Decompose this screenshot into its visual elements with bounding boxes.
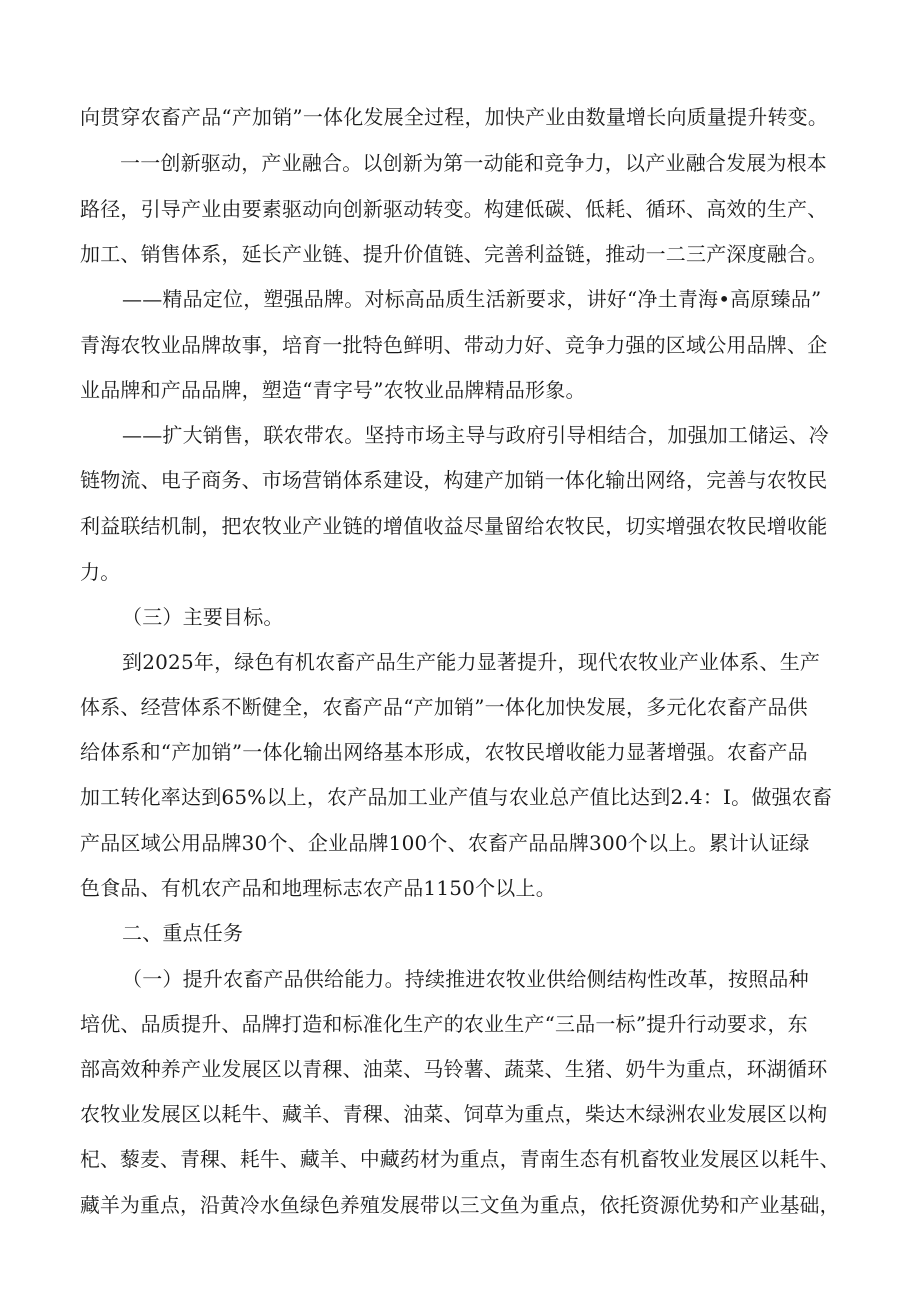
- text-line: 到2025年，绿色有机农畜产品生产能力显著提升，现代农牧业产业体系、生产: [122, 650, 821, 674]
- text-line: 部高效种养产业发展区以青稞、油菜、马铃薯、蔬菜、生猪、奶牛为重点，环湖循环: [80, 1057, 828, 1081]
- text-line: 力。: [80, 560, 121, 584]
- text-line: ——扩大销售，联农带农。坚持市场主导与政府引导相结合，加强加工储运、冷: [122, 423, 829, 447]
- text-line: ——精品定位，塑强品牌。对标高品质生活新要求，讲好“净土青海•高原臻品”: [122, 287, 822, 311]
- text-line: 色食品、有机农产品和地理标志农产品1150个以上。: [80, 876, 556, 900]
- text-line: 业品牌和产品品牌，塑造“青字号”农牧业品牌精品形象。: [80, 378, 586, 402]
- text-line: 给体系和“产加销”一体化输出网络基本形成，农牧民增收能力显著增强。农畜产品: [80, 740, 808, 764]
- text-line: 利益联结机制，把农牧业产业链的增值收益尽量留给农牧民，切实增强农牧民增收能: [80, 514, 828, 538]
- section-heading: （三）主要目标。: [122, 605, 284, 629]
- text-line: 加工转化率达到65%以上，农产品加工业产值与农业总产值比达到2.4：I。做强农畜: [80, 785, 833, 809]
- text-line: 体系、经营体系不断健全，农畜产品“产加销”一体化加快发展，多元化农畜产品供: [80, 695, 808, 719]
- text-line: 青海农牧业品牌故事，培育一批特色鲜明、带动力好、竞争力强的区域公用品牌、企: [80, 333, 828, 357]
- text-line: 一一创新驱动，产业融合。以创新为第一动能和竞争力，以产业融合发展为根本: [120, 151, 827, 175]
- text-line: 藏羊为重点，沿黄冷水鱼绿色养殖发展带以三文鱼为重点，依托资源优势和产业基础，: [80, 1193, 840, 1217]
- text-line: 培优、品质提升、品牌打造和标准化生产的农业生产“三品一标”提升行动要求，东: [80, 1012, 808, 1036]
- text-line: 加工、销售体系，延长产业链、提升价值链、完善利益链，推动一二三产深度融合。: [80, 242, 828, 266]
- text-line: （一）提升农畜产品供给能力。持续推进农牧业供给侧结构性改革，按照品种: [122, 967, 809, 991]
- text-line: 路径，引导产业由要素驱动向创新驱动转变。构建低碳、低耗、循环、高效的生产、: [80, 197, 828, 221]
- text-line: 杞、藜麦、青稞、耗牛、藏羊、中藏药材为重点，青南生态有机畜牧业发展区以耗牛、: [80, 1147, 840, 1171]
- text-line: 农牧业发展区以耗牛、藏羊、青稞、油菜、饲草为重点，柴达木绿洲农业发展区以枸: [80, 1102, 828, 1126]
- text-line: 链物流、电子商务、市场营销体系建设，构建产加销一体化输出网络，完善与农牧民: [80, 468, 828, 492]
- text-line: 产品区域公用品牌30个、企业品牌100个、农畜产品品牌300个以上。累计认证绿: [80, 831, 810, 855]
- text-line: 向贯穿农畜产品“产加销”一体化发展全过程，加快产业由数量增长向质量提升转变。: [80, 105, 829, 129]
- section-heading: 二、重点任务: [122, 921, 244, 945]
